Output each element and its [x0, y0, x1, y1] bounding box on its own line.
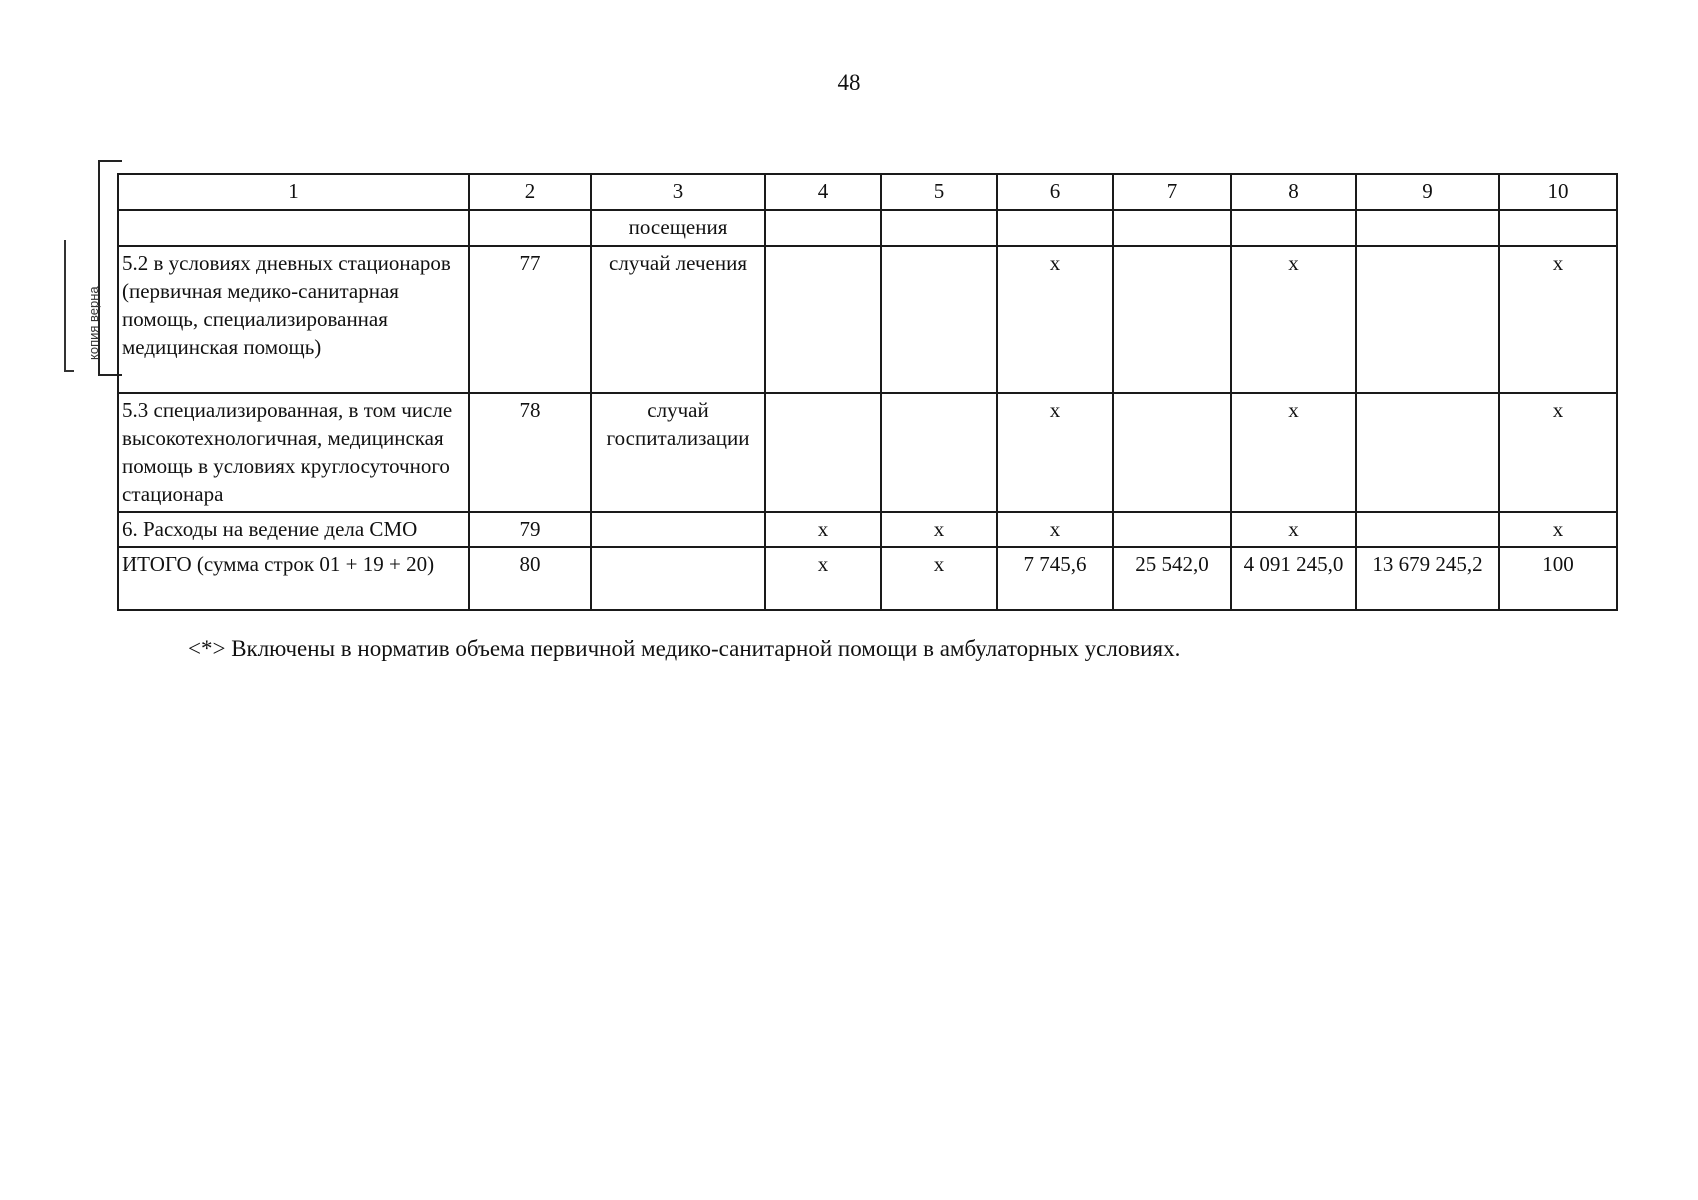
table-cell: случай лечения [591, 246, 765, 393]
table-cell: 5.3 специализированная, в том числе высокотехнологичная, медицинская помощь в условиях круглосуточного стационара [118, 393, 469, 512]
table-cell [1356, 393, 1499, 512]
table-cell [1113, 210, 1231, 246]
header-cell: 4 [765, 174, 881, 210]
table-cell: х [881, 547, 997, 610]
table-cell: х [765, 512, 881, 547]
table-cell [1356, 512, 1499, 547]
table-cell: 78 [469, 393, 591, 512]
stamp-line [64, 240, 66, 372]
table-row [118, 393, 1617, 512]
table-cell [1356, 210, 1499, 246]
table-row [118, 246, 1617, 393]
table-row [118, 210, 1617, 246]
stamp-text: копия верна [86, 286, 101, 360]
table-cell: х [1231, 246, 1356, 393]
table-cell [765, 210, 881, 246]
table-row [118, 512, 1617, 547]
table-cell [1356, 246, 1499, 393]
header-cell: 9 [1356, 174, 1499, 210]
stamp-tick [64, 370, 74, 372]
data-table [117, 173, 1618, 611]
table-cell: х [1231, 512, 1356, 547]
header-cell: 3 [591, 174, 765, 210]
header-cell: 5 [881, 174, 997, 210]
table-cell [881, 393, 997, 512]
table-cell: х [765, 547, 881, 610]
table-cell: 77 [469, 246, 591, 393]
footnote: <*> Включены в норматив объема первичной медико-санитарной помощи в амбулаторных условиях. [188, 636, 1181, 661]
header-cell: 7 [1113, 174, 1231, 210]
table-cell [1231, 210, 1356, 246]
table-cell: 79 [469, 512, 591, 547]
header-cell: 1 [118, 174, 469, 210]
table-cell: посещения [591, 210, 765, 246]
table-cell: 80 [469, 547, 591, 610]
table-cell: х [1231, 393, 1356, 512]
table-cell: х [881, 512, 997, 547]
table-cell [591, 512, 765, 547]
table-cell [881, 246, 997, 393]
header-row [118, 174, 1617, 210]
table-cell [1113, 512, 1231, 547]
table-cell: х [997, 393, 1113, 512]
table-cell [881, 210, 997, 246]
header-cell: 8 [1231, 174, 1356, 210]
table-cell: х [997, 512, 1113, 547]
table-cell: х [1499, 393, 1617, 512]
table-cell [997, 210, 1113, 246]
header-cell: 6 [997, 174, 1113, 210]
header-cell: 2 [469, 174, 591, 210]
table-cell [765, 393, 881, 512]
total-row [118, 547, 1617, 610]
table-cell [1113, 246, 1231, 393]
table-cell: 25 542,0 [1113, 547, 1231, 610]
table-cell [1499, 210, 1617, 246]
table-cell [591, 547, 765, 610]
table-cell: 6. Расходы на ведение дела СМО [118, 512, 469, 547]
header-cell: 10 [1499, 174, 1617, 210]
table-cell [765, 246, 881, 393]
table-cell: 4 091 245,0 [1231, 547, 1356, 610]
table-cell: случай госпитализации [591, 393, 765, 512]
table-cell: 7 745,6 [997, 547, 1113, 610]
table-cell: 13 679 245,2 [1356, 547, 1499, 610]
table-cell: х [997, 246, 1113, 393]
table-cell [1113, 393, 1231, 512]
table-cell: х [1499, 246, 1617, 393]
table-cell: ИТОГО (сумма строк 01 + 19 + 20) [118, 547, 469, 610]
table-cell [469, 210, 591, 246]
table-cell [118, 210, 469, 246]
table-cell: 5.2 в условиях дневных стационаров (первичная медико-санитарная помощь, специализированная медицинская помощь) [118, 246, 469, 393]
page-number: 48 [837, 70, 861, 95]
table-cell: х [1499, 512, 1617, 547]
table-cell: 100 [1499, 547, 1617, 610]
